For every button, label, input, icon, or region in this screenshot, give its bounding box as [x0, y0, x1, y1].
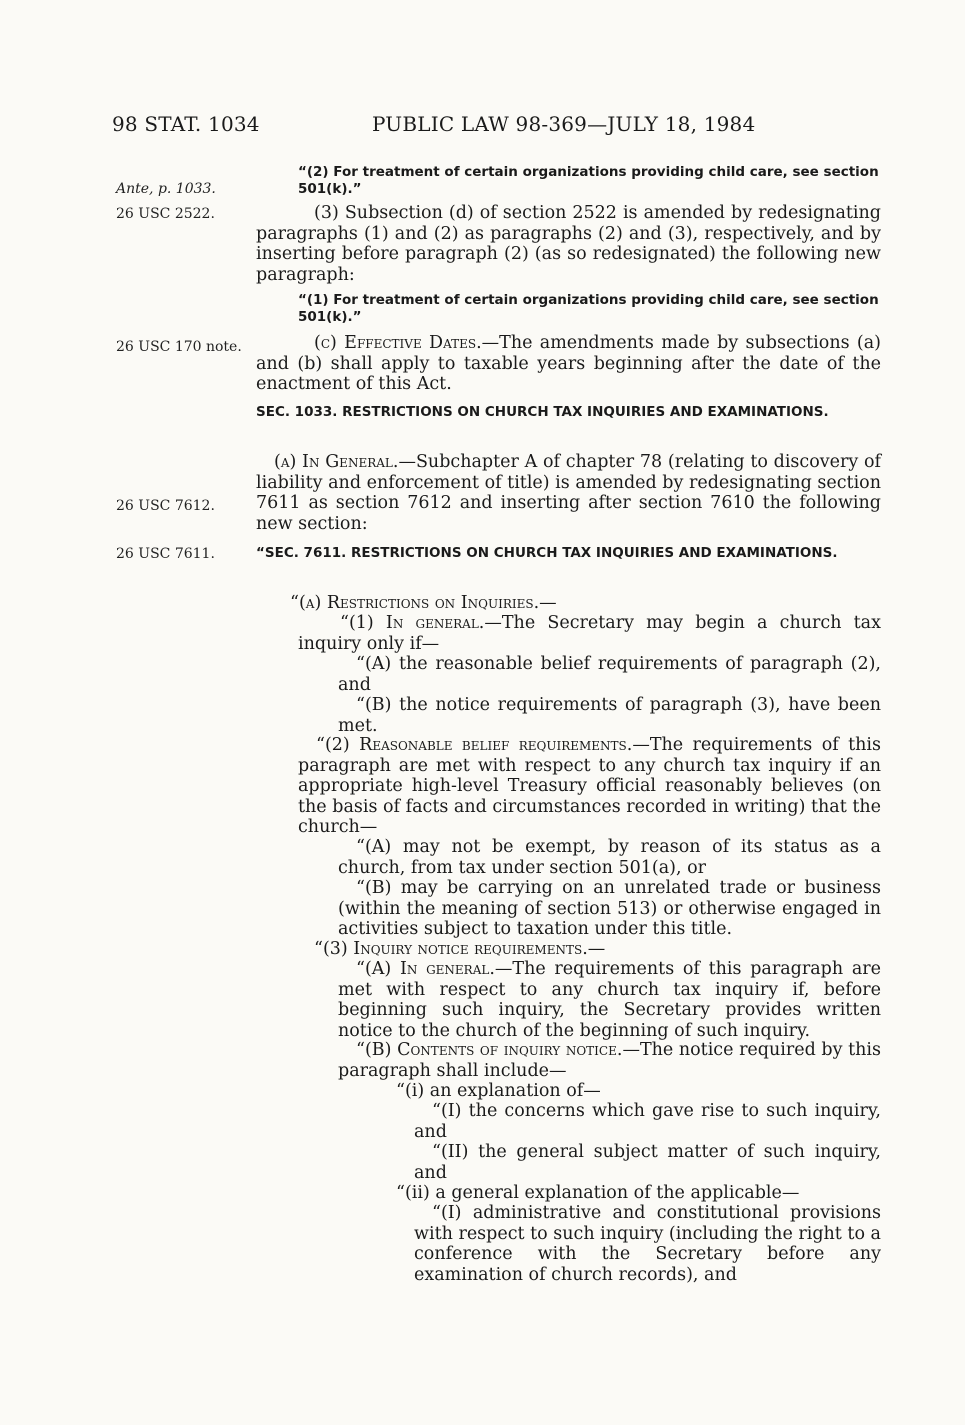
subsection-c-heading: (c) Effective Dates. — [314, 333, 482, 353]
public-law-title: PUBLIC LAW 98-369—JULY 18, 1984 — [372, 112, 756, 136]
item-2-B: “(B) may be carrying on an unrelated trade or business (within the meaning of section 513) or otherwise engaged in activities subject to taxation under this title. — [338, 878, 881, 939]
item-3-A-text: —The requirements of this paragraph are met with respect to any church tax inquiry if, before beginning such inquiry, the Secretary provides written notice to the church of the beginning of such inquiry. — [338, 959, 881, 1041]
subsection-a-in-general — [256, 452, 881, 534]
item-1-A: “(A) the reasonable belief requirements of paragraph (2), and — [338, 654, 881, 695]
paragraph-1-heading: “(1) In general. — [340, 613, 485, 633]
item-3-B-heading: “(B) Contents of inquiry notice. — [356, 1040, 623, 1060]
quoted-paragraph-2: “(2) For treatment of certain organizations providing child care, see section 501(k).” — [298, 164, 879, 197]
clause-i: “(i) an explanation of— — [396, 1081, 601, 1101]
stat-page-number: 98 STAT. 1034 — [112, 112, 260, 136]
paragraph-3: (3) Subsection (d) of section 2522 is amended by redesignating paragraphs (1) and (2) as paragraphs (2) and (3), respectively, and by inserting before paragraph (2) (as so redesignated) the following new paragraph: — [256, 203, 881, 285]
inquiry-notice-requirements-heading: “(3) Inquiry notice requirements.— — [314, 939, 606, 959]
subclause-i-I: “(I) the concerns which gave rise to such inquiry, and — [414, 1101, 881, 1142]
paragraph-1-text: —The Secretary may begin a church tax inquiry only if— — [298, 613, 881, 654]
restrictions-on-inquiries-heading: “(a) Restrictions on Inquiries.— — [290, 593, 557, 613]
section-1033-heading: SEC. 1033. RESTRICTIONS ON CHURCH TAX INQUIRIES AND EXAMINATIONS. — [256, 404, 829, 420]
item-2-A: “(A) may not be exempt, by reason of its status as a church, from tax under section 501(a), or — [338, 837, 881, 878]
item-1-B: “(B) the notice requirements of paragraph (3), have been met. — [338, 695, 881, 736]
subsection-a-heading: (a) In General. — [274, 452, 399, 472]
item-3-A-in-general — [298, 959, 881, 1041]
paragraph-1-in-general — [256, 613, 881, 654]
section-7611-heading: “SEC. 7611. RESTRICTIONS ON CHURCH TAX INQUIRIES AND EXAMINATIONS. — [256, 545, 838, 561]
margin-note-ante: Ante, p. 1033. — [116, 181, 216, 197]
subsection-c-text: —The amendments made by subsections (a) and (b) shall apply to taxable years beginning after the date of the enactment of this Act. — [256, 333, 881, 394]
item-3-B-text: —The notice required by this paragraph shall include— — [338, 1040, 881, 1081]
subclause-ii-I: “(I) administrative and constitutional provisions with respect to such inquiry (including the right to a conference with the Secretary before any examination of church records), and — [414, 1203, 881, 1285]
quoted-paragraph-1: “(1) For treatment of certain organizations providing child care, see section 501(k).” — [298, 292, 879, 325]
paragraph-2-text: —The requirements of this paragraph are met with respect to any church tax inquiry if an appropriate high-level Treasury official reasonably believes (on the basis of facts and circumstances recorded in writing) that the church— — [298, 735, 881, 837]
clause-ii: “(ii) a general explanation of the applicable— — [396, 1183, 800, 1203]
paragraph-2-heading: “(2) Reasonable belief requirements. — [316, 735, 633, 755]
margin-note-26usc170-note: 26 USC 170 note. — [116, 339, 242, 355]
subsection-c-effective-dates — [256, 333, 881, 395]
subsection-a-text: —Subchapter A of chapter 78 (relating to discovery of liability and enforcement of title) is amended by redesignating section 7611 as section 7612 and inserting after section 7610 the following new section: — [256, 452, 881, 534]
subclause-i-II: “(II) the general subject matter of such inquiry, and — [414, 1142, 881, 1183]
paragraph-2-reasonable-belief — [256, 735, 881, 838]
item-3-A-heading: “(A) In general. — [356, 959, 495, 979]
margin-note-26usc7611: 26 USC 7611. — [116, 546, 215, 562]
margin-note-26usc7612: 26 USC 7612. — [116, 498, 215, 514]
item-3-B-contents — [298, 1040, 881, 1081]
margin-note-26usc2522: 26 USC 2522. — [116, 206, 215, 222]
